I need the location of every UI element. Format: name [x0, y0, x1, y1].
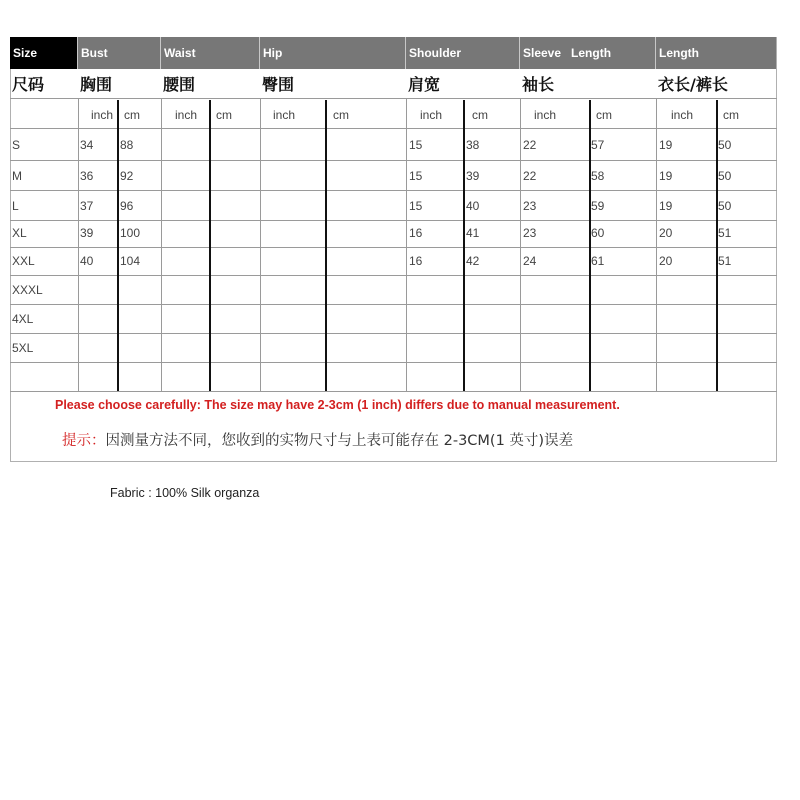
sleeve-cm-cell: 61	[591, 254, 605, 268]
size-label: 4XL	[12, 312, 34, 326]
shoulder-cm-cell: 41	[466, 226, 480, 240]
unit-cm: cm	[216, 108, 232, 122]
fabric-info: Fabric : 100% Silk organza	[110, 486, 260, 500]
unit-inch: inch	[534, 108, 557, 122]
header-bust: Bust	[78, 37, 161, 69]
shoulder-inch-cell: 15	[409, 199, 423, 213]
shoulder-inch-cell: 16	[409, 226, 423, 240]
sleeve-inch-cell: 22	[523, 169, 537, 183]
size-label: XXL	[12, 254, 35, 268]
bust-inch-cell: 39	[80, 226, 94, 240]
unit-inch: inch	[273, 108, 296, 122]
shoulder-cm-cell: 40	[466, 199, 480, 213]
sleeve-cm-cell: 59	[591, 199, 605, 213]
length-cm-cell: 50	[718, 169, 732, 183]
sleeve-cm-cell: 57	[591, 138, 605, 152]
sleeve-inch-cell: 24	[523, 254, 537, 268]
shoulder-inch-cell: 16	[409, 254, 423, 268]
measurement-note-zh	[62, 429, 573, 450]
bust-inch-cell: 40	[80, 254, 94, 268]
unit-cm: cm	[472, 108, 488, 122]
header-size: Size	[10, 37, 78, 69]
header-length: Length	[656, 37, 776, 69]
size-label: S	[12, 138, 21, 152]
unit-inch: inch	[91, 108, 114, 122]
bust-cm-cell: 88	[120, 138, 134, 152]
length-cm-cell: 51	[718, 226, 732, 240]
length-cm-cell: 50	[718, 199, 732, 213]
bust-cm-cell: 92	[120, 169, 134, 183]
length-inch-cell: 20	[659, 254, 673, 268]
unit-cm: cm	[124, 108, 140, 122]
header-zh-length: 衣长/裤长	[658, 75, 728, 94]
header-shoulder: Shoulder	[406, 37, 520, 69]
bust-cm-cell: 96	[120, 199, 134, 213]
shoulder-inch-cell: 15	[409, 138, 423, 152]
bust-inch-cell: 34	[80, 138, 94, 152]
shoulder-inch-cell: 15	[409, 169, 423, 183]
unit-cm: cm	[723, 108, 739, 122]
header-zh-bust: 胸围	[80, 75, 113, 94]
bust-cm-cell: 104	[120, 254, 141, 268]
header-zh-size: 尺码	[12, 75, 45, 94]
header-zh-shoulder: 肩宽	[408, 75, 441, 94]
bust-inch-cell: 36	[80, 169, 94, 183]
length-cm-cell: 50	[718, 138, 732, 152]
header-zh-sleeve: 袖长	[522, 75, 555, 94]
header-sleeve-length: Sleeve Length	[520, 37, 656, 69]
note-zh-text: 因测量方法不同，您收到的实物尺寸与上表可能存在 2-3CM(1 英寸)误差	[105, 433, 574, 449]
header-zh-hip: 臀围	[262, 75, 295, 94]
sleeve-inch-cell: 22	[523, 138, 537, 152]
header-hip: Hip	[260, 37, 406, 69]
note-zh-lead: 提示：	[62, 433, 106, 449]
bust-cm-cell: 100	[120, 226, 141, 240]
shoulder-cm-cell: 42	[466, 254, 480, 268]
unit-inch: inch	[175, 108, 198, 122]
size-label: 5XL	[12, 341, 34, 355]
unit-inch: inch	[671, 108, 694, 122]
sleeve-cm-cell: 60	[591, 226, 605, 240]
unit-cm: cm	[333, 108, 349, 122]
header-waist: Waist	[161, 37, 260, 69]
measurement-note-en: Please choose carefully: The size may have 2-3cm (1 inch) differs due to manual measurement.	[55, 398, 620, 412]
sleeve-inch-cell: 23	[523, 226, 537, 240]
length-cm-cell: 51	[718, 254, 732, 268]
size-label: XL	[12, 226, 27, 240]
size-label: L	[12, 199, 19, 213]
sleeve-cm-cell: 58	[591, 169, 605, 183]
unit-inch: inch	[420, 108, 443, 122]
header-zh-waist: 腰围	[163, 75, 196, 94]
length-inch-cell: 20	[659, 226, 673, 240]
unit-cm: cm	[596, 108, 612, 122]
length-inch-cell: 19	[659, 138, 673, 152]
length-inch-cell: 19	[659, 169, 673, 183]
size-label: XXXL	[12, 283, 43, 297]
bust-inch-cell: 37	[80, 199, 94, 213]
sleeve-inch-cell: 23	[523, 199, 537, 213]
length-inch-cell: 19	[659, 199, 673, 213]
shoulder-cm-cell: 39	[466, 169, 480, 183]
size-label: M	[12, 169, 22, 183]
shoulder-cm-cell: 38	[466, 138, 480, 152]
